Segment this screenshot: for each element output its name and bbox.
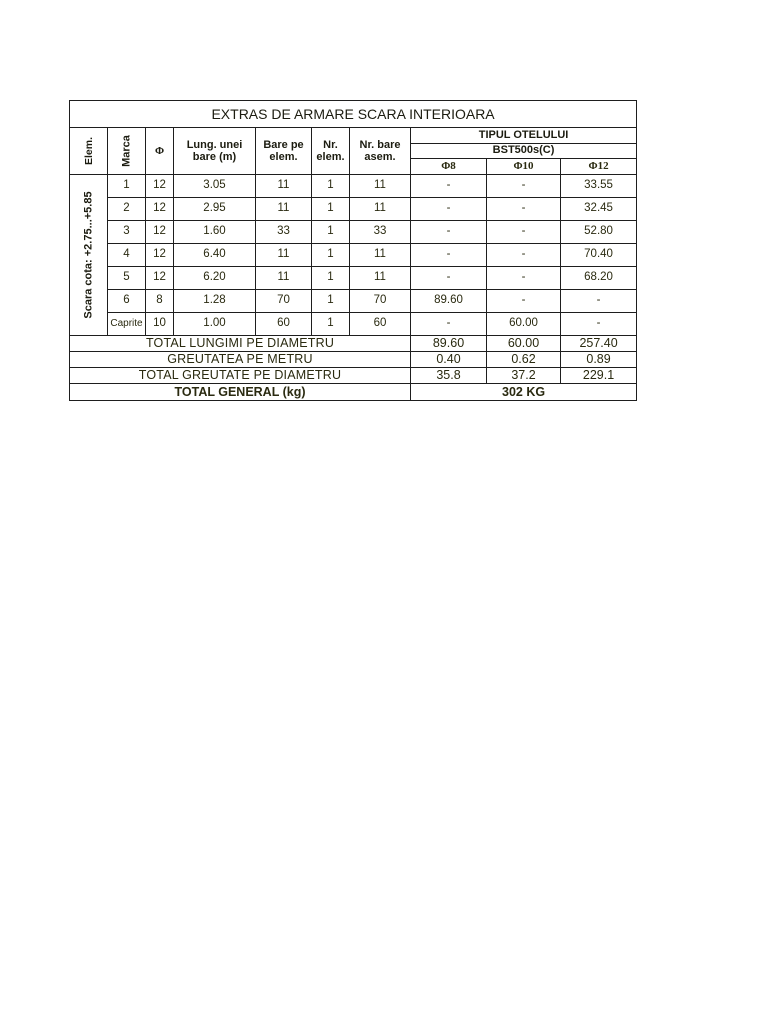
cell-marca: 3 (108, 221, 146, 244)
cell-d10: - (487, 221, 561, 244)
cell-phi: 12 (146, 244, 174, 267)
element-label: Scara cota: +2.75...+5.85 (70, 175, 108, 336)
cell-asem: 11 (350, 267, 411, 290)
cell-d10: - (487, 198, 561, 221)
summary-row-total-lungimi (70, 336, 637, 352)
cell-asem: 11 (350, 175, 411, 198)
cell-phi: 10 (146, 313, 174, 336)
summary-d12: 229.1 (561, 368, 637, 384)
cell-bare: 11 (256, 244, 312, 267)
summary-row-greutatea (70, 352, 637, 368)
table-row (70, 244, 637, 267)
cell-d10: - (487, 267, 561, 290)
table-row (70, 267, 637, 290)
cell-bare: 11 (256, 267, 312, 290)
cell-nr: 1 (312, 175, 350, 198)
header-d10: Φ10 (487, 159, 561, 175)
cell-nr: 1 (312, 221, 350, 244)
cell-marca: 4 (108, 244, 146, 267)
cell-lung: 6.40 (174, 244, 256, 267)
cell-d12: 68.20 (561, 267, 637, 290)
cell-d10: - (487, 244, 561, 267)
cell-d8: - (411, 221, 487, 244)
summary-label: TOTAL GREUTATE PE DIAMETRU (70, 368, 411, 384)
cell-nr: 1 (312, 198, 350, 221)
cell-phi: 12 (146, 221, 174, 244)
cell-nr: 1 (312, 267, 350, 290)
header-grade: BST500s(C) (411, 143, 637, 159)
cell-phi: 8 (146, 290, 174, 313)
cell-lung: 1.00 (174, 313, 256, 336)
total-general-value: 302 KG (411, 384, 637, 401)
summary-d8: 35.8 (411, 368, 487, 384)
header-d12: Φ12 (561, 159, 637, 175)
cell-d12: 70.40 (561, 244, 637, 267)
header-nr-elem: Nr. elem. (312, 128, 350, 175)
header-phi: Φ (146, 128, 174, 175)
cell-d12: - (561, 290, 637, 313)
table-title: EXTRAS DE ARMARE SCARA INTERIOARA (70, 101, 637, 128)
summary-label: TOTAL LUNGIMI PE DIAMETRU (70, 336, 411, 352)
cell-marca: 2 (108, 198, 146, 221)
header-d8: Φ8 (411, 159, 487, 175)
extras-armare-table (69, 100, 637, 401)
header-bare-pe: Bare pe elem. (256, 128, 312, 175)
cell-d12: 32.45 (561, 198, 637, 221)
cell-lung: 2.95 (174, 198, 256, 221)
summary-label: GREUTATEA PE METRU (70, 352, 411, 368)
cell-nr: 1 (312, 244, 350, 267)
summary-d12: 0.89 (561, 352, 637, 368)
cell-marca: 5 (108, 267, 146, 290)
summary-d8: 0.40 (411, 352, 487, 368)
cell-d12: - (561, 313, 637, 336)
cell-nr: 1 (312, 290, 350, 313)
cell-asem: 60 (350, 313, 411, 336)
summary-d10: 37.2 (487, 368, 561, 384)
table-row (70, 198, 637, 221)
table-row (70, 313, 637, 336)
header-tipul: TIPUL OTELULUI (411, 128, 637, 144)
cell-asem: 70 (350, 290, 411, 313)
cell-d8: - (411, 175, 487, 198)
cell-lung: 1.60 (174, 221, 256, 244)
table-row (70, 221, 637, 244)
table-row (70, 290, 637, 313)
summary-d8: 89.60 (411, 336, 487, 352)
cell-d12: 33.55 (561, 175, 637, 198)
cell-asem: 11 (350, 198, 411, 221)
cell-d10: - (487, 290, 561, 313)
cell-phi: 12 (146, 175, 174, 198)
cell-d10: - (487, 175, 561, 198)
cell-marca: 1 (108, 175, 146, 198)
cell-d8: - (411, 313, 487, 336)
cell-marca: 6 (108, 290, 146, 313)
cell-lung: 6.20 (174, 267, 256, 290)
summary-d10: 0.62 (487, 352, 561, 368)
summary-d12: 257.40 (561, 336, 637, 352)
header-nr-bare: Nr. bare asem. (350, 128, 411, 175)
cell-d8: - (411, 244, 487, 267)
cell-d8: 89.60 (411, 290, 487, 313)
cell-bare: 70 (256, 290, 312, 313)
cell-asem: 33 (350, 221, 411, 244)
armare-sheet (69, 100, 636, 401)
cell-marca: Caprite (108, 313, 146, 336)
cell-asem: 11 (350, 244, 411, 267)
cell-lung: 3.05 (174, 175, 256, 198)
cell-phi: 12 (146, 267, 174, 290)
cell-phi: 12 (146, 198, 174, 221)
header-elem: Elem. (70, 128, 108, 175)
header-marca: Marca (108, 128, 146, 175)
table-row (70, 175, 637, 198)
summary-d10: 60.00 (487, 336, 561, 352)
cell-lung: 1.28 (174, 290, 256, 313)
cell-d12: 52.80 (561, 221, 637, 244)
cell-bare: 60 (256, 313, 312, 336)
total-general-label: TOTAL GENERAL (kg) (70, 384, 411, 401)
cell-d8: - (411, 198, 487, 221)
cell-d8: - (411, 267, 487, 290)
cell-nr: 1 (312, 313, 350, 336)
summary-row-total-greutate (70, 368, 637, 384)
cell-bare: 11 (256, 198, 312, 221)
cell-d10: 60.00 (487, 313, 561, 336)
summary-row-total-general (70, 384, 637, 401)
cell-bare: 33 (256, 221, 312, 244)
header-lung: Lung. unei bare (m) (174, 128, 256, 175)
cell-bare: 11 (256, 175, 312, 198)
